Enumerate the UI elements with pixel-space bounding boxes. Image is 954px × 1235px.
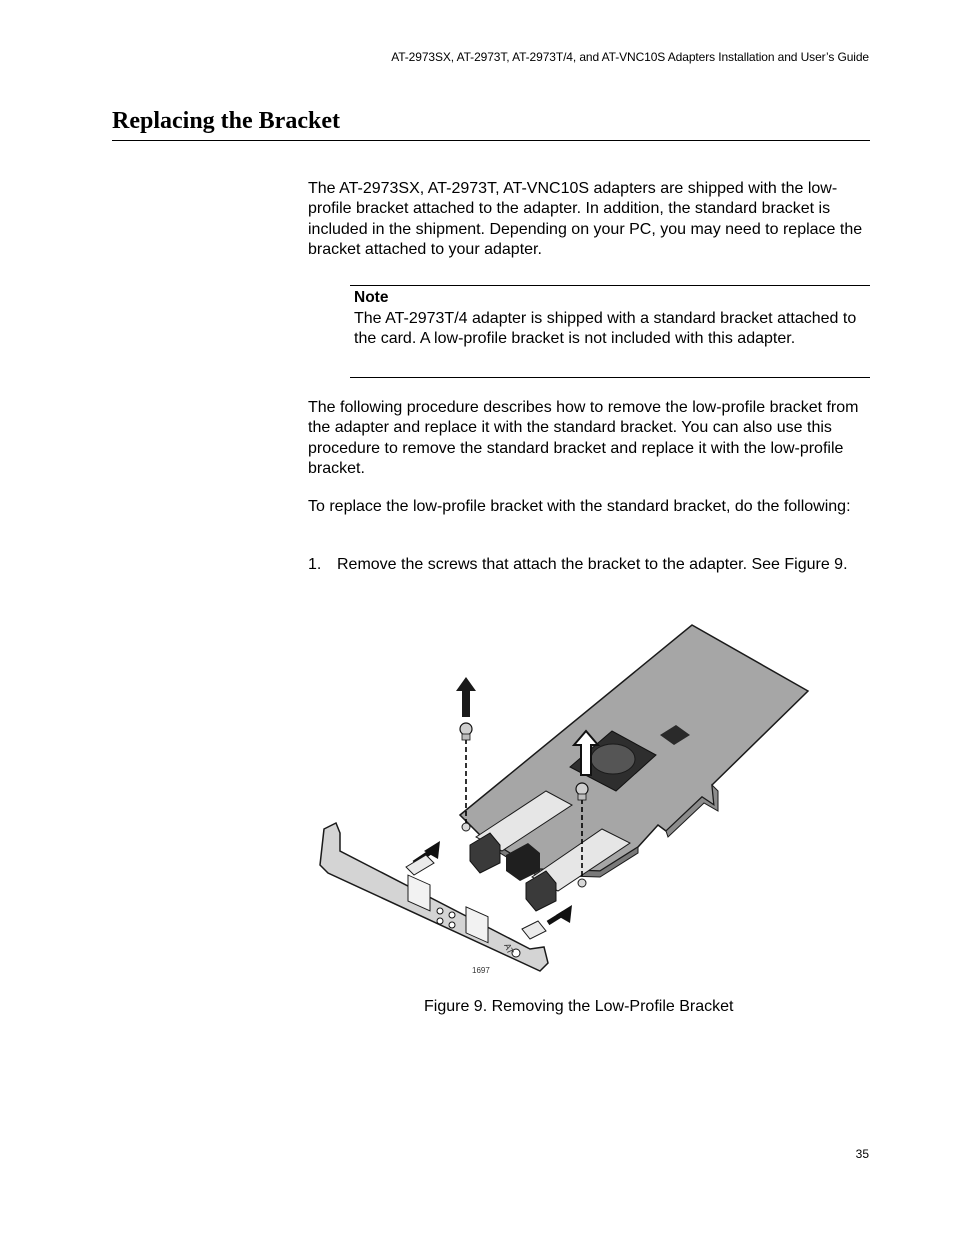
bracket-logo-text: AT <box>502 941 516 956</box>
section-title: Replacing the Bracket <box>112 108 340 134</box>
figure-id-label: 1697 <box>472 966 490 975</box>
step-number: 1. <box>308 556 322 573</box>
figure-illustration <box>300 615 820 985</box>
up-arrow-icon <box>456 677 476 717</box>
note-box <box>350 285 870 378</box>
note-text: The AT-2973T/4 adapter is shipped with a standard bracket attached to the card. A low-profile bracket is not included with this adapter. <box>354 310 857 348</box>
insert-arrow-icon <box>548 905 572 923</box>
lead-in-paragraph: To replace the low-profile bracket with the standard bracket, do the following: <box>308 498 851 515</box>
note-label: Note <box>354 289 389 306</box>
page-number: 35 <box>855 1147 869 1161</box>
procedure-intro-paragraph: The following procedure describes how to remove the low-profile bracket from the adapter and replace it with the standard bracket. You can also use this procedure to remove the standard bracket and replace it with the low-profile bracket. <box>308 399 859 477</box>
mounting-hole-right <box>578 879 586 887</box>
title-rule <box>112 140 870 141</box>
running-header: AT-2973SX, AT-2973T, AT-2973T/4, and AT-VNC10S Adapters Installation and User’s Guide <box>391 50 869 64</box>
figure-caption: Figure 9. Removing the Low-Profile Bracket <box>424 998 734 1015</box>
step-text: Remove the screws that attach the bracket to the adapter. See Figure 9. <box>337 556 848 573</box>
mounting-hole-left <box>462 823 470 831</box>
intro-paragraph: The AT-2973SX, AT-2973T, AT-VNC10S adapters are shipped with the low-profile bracket attached to the adapter. In addition, the standard bracket is included in the shipment. Depending on your PC, you may need to replace the bracket attached to your adapter. <box>308 180 863 258</box>
